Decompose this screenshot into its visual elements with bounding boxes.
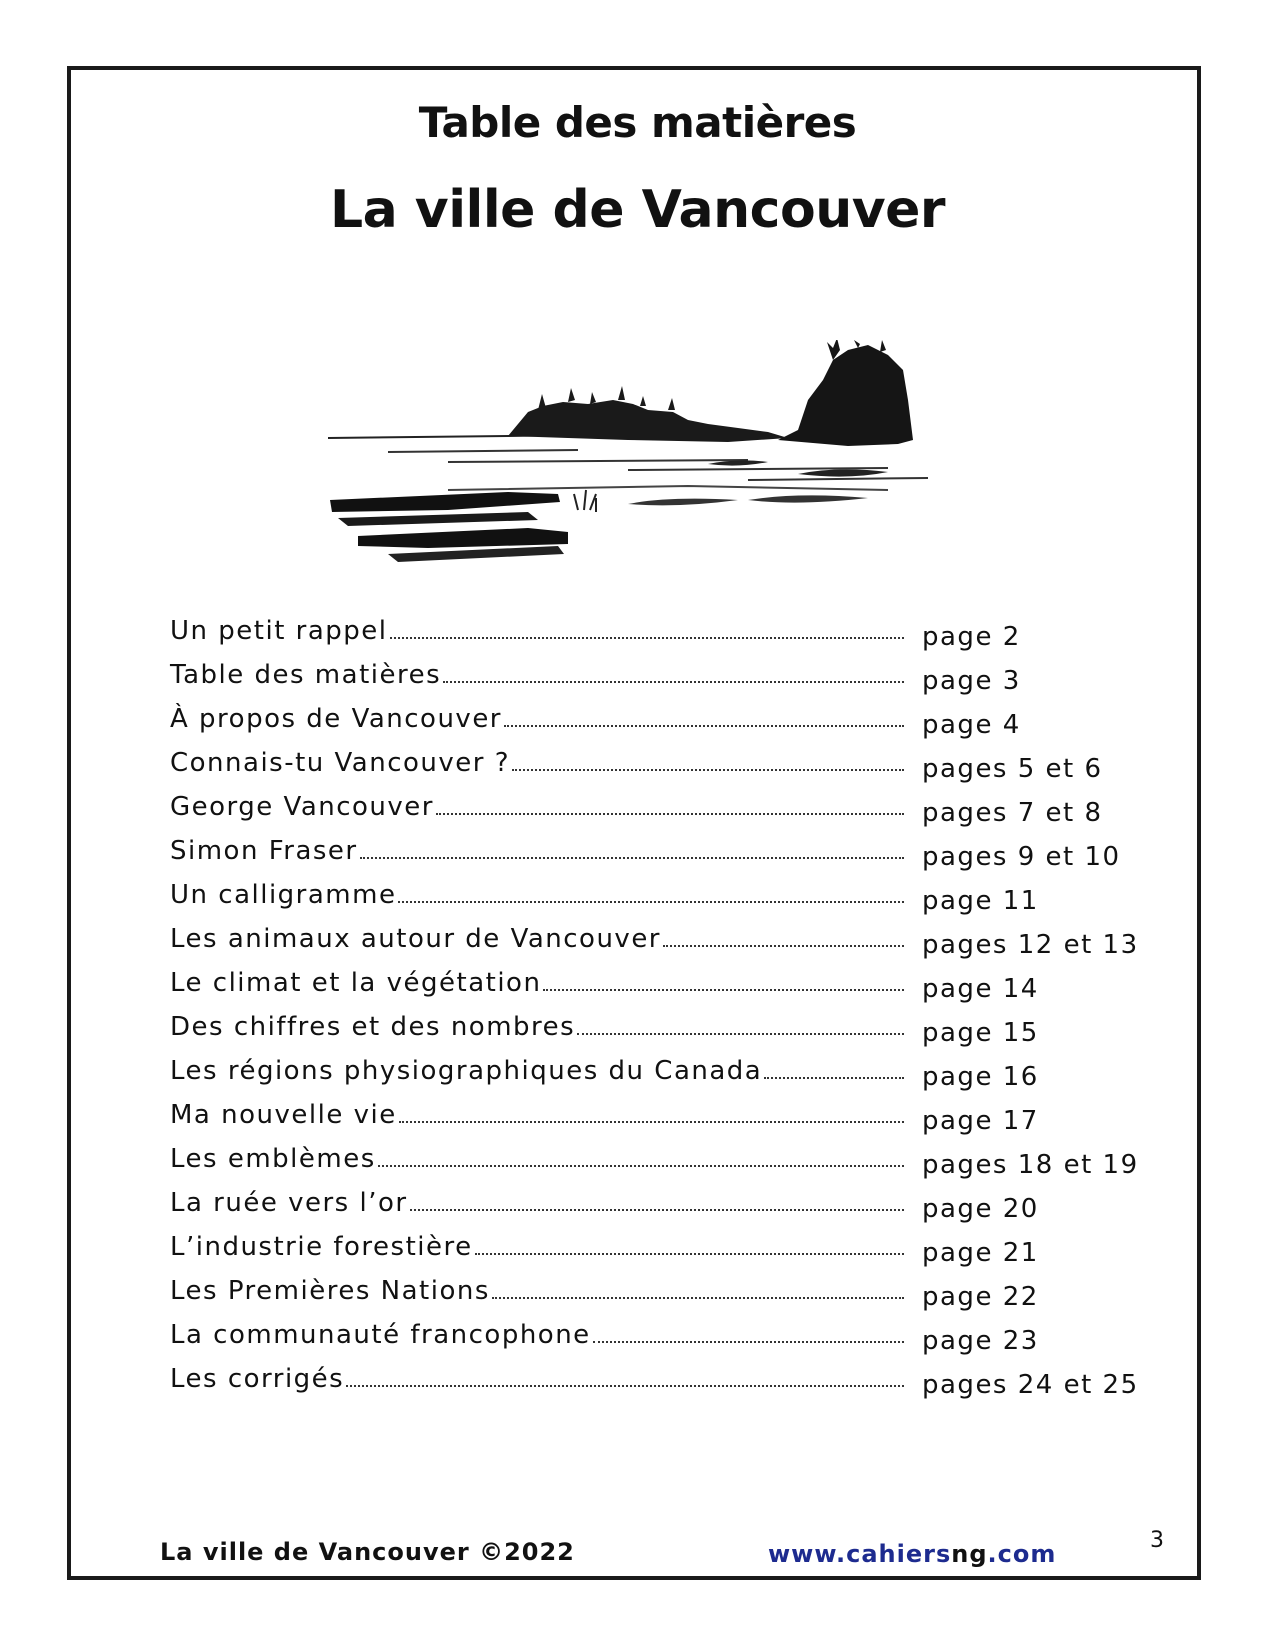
toc-entry-title: Ma nouvelle vie [170,1100,397,1130]
url-mid: ng [951,1540,988,1568]
toc-row [170,1012,1150,1056]
dot-leader [399,1120,904,1123]
toc-entry-page: pages 5 et 6 [922,754,1103,784]
toc-row [170,748,1150,792]
toc-entry-title: Les régions physiographiques du Canada [170,1056,763,1086]
toc-row [170,1232,1150,1276]
toc-entry-page: page 20 [922,1194,1039,1224]
dot-leader [663,944,904,947]
page-title: Table des matières [418,98,857,147]
toc-entry-title: Le climat et la végétation [170,968,542,998]
dot-leader [390,636,905,639]
footer-title: La ville de Vancouver ©2022 [160,1538,575,1566]
toc-row [170,1188,1150,1232]
toc-entry-title: La communauté francophone [170,1320,591,1350]
toc-entry-page: page 21 [922,1238,1039,1268]
toc-row [170,1144,1150,1188]
toc-entry-page: pages 7 et 8 [922,798,1103,828]
toc-row [170,924,1150,968]
toc-row [170,660,1150,704]
dot-leader [512,768,904,771]
dot-leader [475,1252,904,1255]
dot-leader [410,1208,904,1211]
page-number: 3 [1150,1528,1164,1553]
toc-entry-title: Les emblèmes [170,1144,376,1174]
coastal-landscape-icon [328,340,948,580]
url-prefix: www.cahiers [768,1540,952,1568]
toc-row [170,1320,1150,1364]
toc-entry-page: page 15 [922,1018,1039,1048]
toc-entry-page: page 3 [922,666,1021,696]
toc-entry-page: page 16 [922,1062,1039,1092]
toc-entry-page: page 2 [922,622,1021,652]
toc-row [170,880,1150,924]
table-of-contents [170,616,1150,1408]
toc-entry-page: page 11 [922,886,1039,916]
dot-leader [577,1032,904,1035]
toc-entry-page: pages 12 et 13 [922,930,1139,960]
dot-leader [443,680,904,683]
toc-entry-page: page 14 [922,974,1039,1004]
toc-entry-page: page 17 [922,1106,1039,1136]
dot-leader [346,1384,904,1387]
toc-entry-page: page 22 [922,1282,1039,1312]
dot-leader [398,900,904,903]
dot-leader [360,856,904,859]
dot-leader [436,812,904,815]
dot-leader [492,1296,904,1299]
toc-row [170,704,1150,748]
toc-entry-title: Simon Fraser [170,836,358,866]
toc-entry-page: page 23 [922,1326,1039,1356]
toc-row [170,1276,1150,1320]
toc-entry-title: Les animaux autour de Vancouver [170,924,662,954]
toc-entry-title: Les corrigés [170,1364,345,1394]
toc-entry-title: Un calligramme [170,880,397,910]
footer-website-link[interactable] [768,1540,1056,1568]
toc-row [170,836,1150,880]
toc-entry-title: Des chiffres et des nombres [170,1012,576,1042]
toc-row [170,1056,1150,1100]
toc-entry-page: pages 18 et 19 [922,1150,1139,1180]
toc-entry-title: Un petit rappel [170,616,388,646]
dot-leader [378,1164,904,1167]
page-subtitle: La ville de Vancouver [329,180,946,240]
toc-entry-page: pages 9 et 10 [922,842,1121,872]
toc-entry-title: Connais-tu Vancouver ? [170,748,511,778]
toc-entry-title: L’industrie forestière [170,1232,473,1262]
toc-row [170,792,1150,836]
dot-leader [593,1340,904,1343]
toc-entry-title: Table des matières [170,660,442,690]
toc-entry-page: pages 24 et 25 [922,1370,1139,1400]
dot-leader [764,1076,904,1079]
toc-entry-title: À propos de Vancouver [170,704,502,734]
toc-entry-title: La ruée vers l’or [170,1188,408,1218]
toc-entry-title: George Vancouver [170,792,434,822]
toc-entry-title: Les Premières Nations [170,1276,490,1306]
toc-row [170,1364,1150,1408]
toc-entry-page: page 4 [922,710,1021,740]
toc-row [170,1100,1150,1144]
toc-row [170,968,1150,1012]
toc-row [170,616,1150,660]
dot-leader [543,988,904,991]
dot-leader [504,724,904,727]
url-suffix: .com [987,1540,1057,1568]
